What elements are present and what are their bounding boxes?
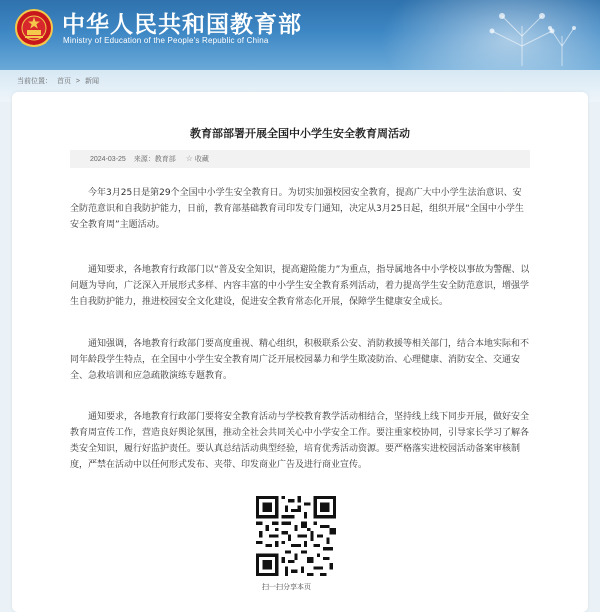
breadcrumb-item-news[interactable]: 新闻 [84, 78, 99, 85]
breadcrumb-item-home[interactable]: 首页 [56, 78, 71, 85]
article-date: 2024-03-25 [90, 156, 126, 163]
qr-code-icon[interactable] [256, 496, 336, 576]
site-title-en: Ministry of Education of the People's Republic of China [63, 36, 269, 45]
favorite-button[interactable] [186, 156, 209, 163]
article-source: 来源：教育部 [133, 156, 176, 163]
article-paragraph-2: 通知要求，各地教育行政部门以“普及安全知识，提高避险能力”为重点，指导属地各中小学校以事故为警醒、以问题为导向，广泛深入开展形式多样、内容丰富的中小学生安全教育系列活动，着力提高学生安全防范意识，增强学生自我防护能力，推进校园安全文化建设，促进安全教育常态化开展，保障学生健康安全成长。 [70, 265, 530, 307]
qr-caption: 扫一扫分享本页 [262, 583, 311, 591]
article-meta [70, 150, 530, 168]
breadcrumb-separator: > [75, 78, 80, 85]
breadcrumb-label: 当前位置： [17, 78, 52, 85]
article-title: 教育部部署开展全国中小学生安全教育周活动 [190, 127, 410, 140]
article-paragraph-4: 通知要求，各地教育行政部门要将安全教育活动与学校教育教学活动相结合，坚持线上线下同步开展，做好安全教育周宣传工作，营造良好舆论氛围，推动全社会共同关心中小学安全工作。要注重家校协同，引导家长学习了解各类安全知识，履行好监护责任。要认真总结活动典型经验，培育优秀活动资源。要严格落实进校园活动备案审核制度，严禁在活动中以任何形式发布、夹带、印发商业广告及进行商业宣传。 [70, 412, 530, 470]
site-header [0, 0, 600, 70]
header-decoration [462, 6, 582, 66]
site-title[interactable]: 中华人民共和国教育部 [62, 12, 302, 38]
breadcrumb [17, 76, 102, 86]
article-paragraph-3: 通知强调，各地教育行政部门要高度重视、精心组织，积极联系公安、消防救援等相关部门，结合本地实际和不同年龄段学生特点，在全国中小学生安全教育周广泛开展校园暴力和学生欺凌防治、心理健康、消防安全、交通安全、急救培训和应急疏散演练专题教育。 [70, 339, 530, 381]
star-icon: ☆ [185, 154, 193, 163]
favorite-label: 收藏 [194, 156, 209, 163]
national-emblem-icon[interactable] [14, 8, 54, 50]
article-paragraph-1: 今年3月25日是第29个全国中小学生安全教育日。为切实加强校园安全教育，提高广大中小学生法治意识、安全防范意识和自我防护能力，日前，教育部基础教育司印发专门通知，决定从3月25日起，组织开展“全国中小学生安全教育周”主题活动。 [70, 188, 524, 230]
